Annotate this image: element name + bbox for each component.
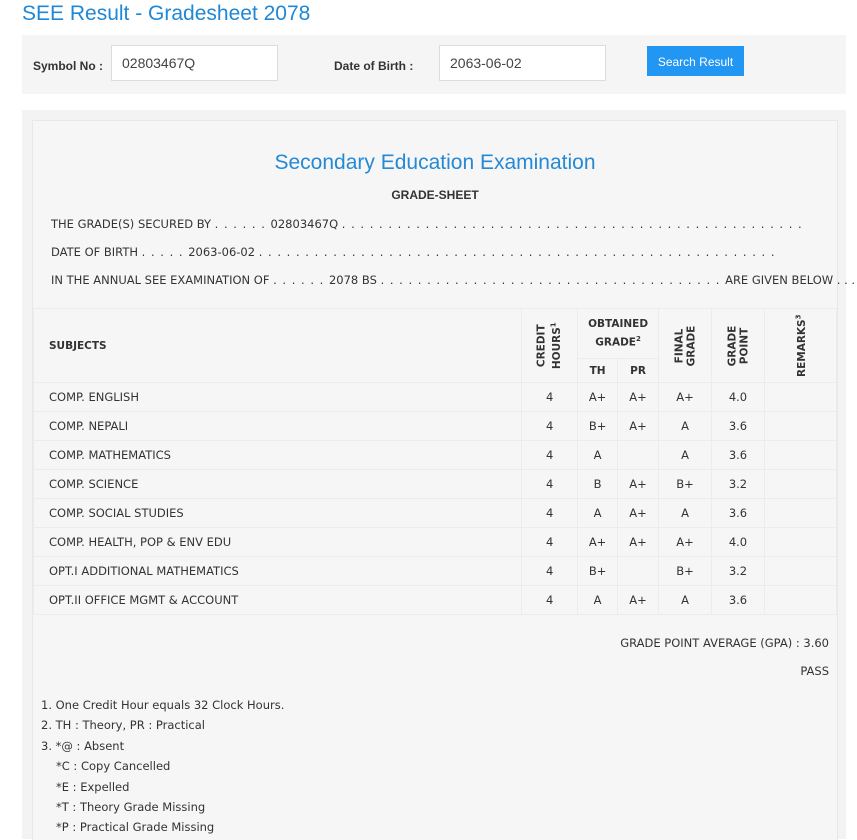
note-item: *T : Theory Grade Missing: [56, 800, 206, 815]
remarks-cell: [764, 499, 836, 528]
table-header-row: [34, 309, 837, 359]
subject-cell: COMP. MATHEMATICS: [34, 441, 522, 470]
grade-point-cell: 3.6: [712, 499, 765, 528]
subject-cell: COMP. ENGLISH: [34, 383, 522, 412]
final-grade-cell: A+: [659, 383, 712, 412]
final-grade-cell: A: [659, 499, 712, 528]
final-grade-header: FINAL GRADE: [659, 309, 712, 383]
dob-line: DATE OF BIRTH . . . . . 2063-06-02 . . . . . . . . . . . . . . . . . . . . . . . . . . . . . . . . . . . . . . . . . . . . . . . . . . . . . . . .: [51, 245, 776, 259]
given-below: ARE GIVEN BELOW . . .: [725, 273, 856, 287]
th-grade-cell: B+: [578, 557, 618, 586]
pr-grade-cell: A+: [618, 470, 659, 499]
table-row: [34, 557, 837, 586]
credit-cell: 4: [522, 528, 578, 557]
table-row: [34, 499, 837, 528]
subject-cell: OPT.I ADDITIONAL MATHEMATICS: [34, 557, 522, 586]
gradesheet: [32, 120, 856, 840]
secured-by-label: THE GRADE(S) SECURED BY: [51, 217, 212, 231]
page-title: SEE Result - Gradesheet 2078: [22, 2, 311, 25]
exam-line-value: 2078 BS: [328, 273, 377, 287]
note-item: *C : Copy Cancelled: [56, 759, 171, 774]
th-grade-cell: B: [578, 470, 618, 499]
final-grade-cell: A+: [659, 528, 712, 557]
grade-point-cell: 3.6: [712, 412, 765, 441]
th-grade-cell: A+: [578, 383, 618, 412]
th-grade-cell: A+: [578, 528, 618, 557]
final-grade-cell: A: [659, 586, 712, 615]
th-header: TH: [578, 359, 618, 383]
dob-input[interactable]: [439, 45, 606, 81]
subject-cell: COMP. HEALTH, POP & ENV EDU: [34, 528, 522, 557]
notes: [41, 695, 284, 838]
exam-title: Secondary Education Examination: [274, 151, 596, 174]
remarks-cell: [764, 470, 836, 499]
final-grade-cell: B+: [659, 557, 712, 586]
dob-label: Date of Birth :: [334, 59, 414, 73]
table-row: [34, 528, 837, 557]
result-status: PASS: [800, 664, 829, 678]
grade-point-header: GRADE POINT: [712, 309, 765, 383]
grade-point-cell: 3.2: [712, 557, 765, 586]
pr-grade-cell: A+: [618, 586, 659, 615]
dob-line-label: DATE OF BIRTH: [51, 245, 139, 259]
secured-by-value: 02803467Q: [270, 217, 339, 231]
table-row: [34, 383, 837, 412]
grade-point-cell: 4.0: [712, 383, 765, 412]
grades-table: [33, 308, 837, 615]
search-bar: [22, 35, 846, 94]
dob-line-value: 2063-06-02: [188, 245, 256, 259]
remarks-cell: [764, 557, 836, 586]
final-grade-cell: B+: [659, 470, 712, 499]
credit-cell: 4: [522, 586, 578, 615]
credit-cell: 4: [522, 470, 578, 499]
subject-cell: COMP. SCIENCE: [34, 470, 522, 499]
obtained-grade-header: OBTAINED GRADE$^2$: [578, 309, 659, 359]
symbol-no-input[interactable]: [111, 45, 278, 81]
pr-grade-cell: A+: [618, 528, 659, 557]
credit-cell: 4: [522, 557, 578, 586]
subject-cell: COMP. SOCIAL STUDIES: [34, 499, 522, 528]
table-row: [34, 412, 837, 441]
note-item: 3. *@ : Absent: [41, 738, 125, 753]
remarks-header: REMARKS$^3$: [764, 309, 836, 383]
remarks-cell: [764, 383, 836, 412]
note-item: 1. One Credit Hour equals 32 Clock Hours.: [41, 698, 285, 712]
symbol-no-label: Symbol No :: [33, 59, 104, 73]
credit-cell: 4: [522, 441, 578, 470]
gradesheet-container: [22, 110, 856, 839]
table-row: [34, 586, 837, 615]
pr-grade-cell: [618, 557, 659, 586]
credit-hours-header: CREDIT HOURS$^1$: [522, 309, 578, 383]
remarks-cell: [764, 528, 836, 557]
exam-line-label: IN THE ANNUAL SEE EXAMINATION OF: [51, 273, 270, 287]
exam-line: IN THE ANNUAL SEE EXAMINATION OF . . . . . . 2078 BS . . . . . . . . . . . . . . . . . . . . . . . . . . . . . . . . . . . . . ARE GIVEN BELOW . . .: [51, 273, 856, 287]
credit-cell: 4: [522, 499, 578, 528]
grade-point-cell: 4.0: [712, 528, 765, 557]
pr-grade-cell: A+: [618, 499, 659, 528]
grade-point-cell: 3.6: [712, 586, 765, 615]
grade-point-cell: 3.2: [712, 470, 765, 499]
final-grade-cell: A: [659, 412, 712, 441]
subject-cell: COMP. NEPALI: [34, 412, 522, 441]
credit-cell: 4: [522, 383, 578, 412]
subject-cell: OPT.II OFFICE MGMT & ACCOUNT: [34, 586, 522, 615]
pr-grade-cell: A+: [618, 412, 659, 441]
remarks-cell: [764, 441, 836, 470]
table-row: [34, 470, 837, 499]
final-grade-cell: A: [659, 441, 712, 470]
secured-by-line: THE GRADE(S) SECURED BY . . . . . . 02803467Q . . . . . . . . . . . . . . . . . . . . . . . . . . . . . . . . . . . . . . . . . . . . . . . . . .: [51, 217, 803, 231]
th-grade-cell: A: [578, 441, 618, 470]
pr-grade-cell: A+: [618, 383, 659, 412]
th-grade-cell: B+: [578, 412, 618, 441]
gpa-text: GRADE POINT AVERAGE (GPA) : 3.60: [620, 636, 829, 650]
gradesheet-title: GRADE-SHEET: [391, 188, 479, 202]
credit-cell: 4: [522, 412, 578, 441]
search-result-button[interactable]: Search Result: [647, 46, 744, 76]
remarks-cell: [764, 586, 836, 615]
pr-grade-cell: [618, 441, 659, 470]
note-item: 2. TH : Theory, PR : Practical: [41, 718, 205, 733]
th-grade-cell: A: [578, 586, 618, 615]
note-item: *E : Expelled: [56, 779, 130, 794]
grade-point-cell: 3.6: [712, 441, 765, 470]
th-grade-cell: A: [578, 499, 618, 528]
note-item: *P : Practical Grade Missing: [56, 820, 215, 835]
remarks-cell: [764, 412, 836, 441]
table-row: [34, 441, 837, 470]
pr-header: PR: [618, 359, 659, 383]
subjects-header: SUBJECTS: [34, 309, 522, 383]
